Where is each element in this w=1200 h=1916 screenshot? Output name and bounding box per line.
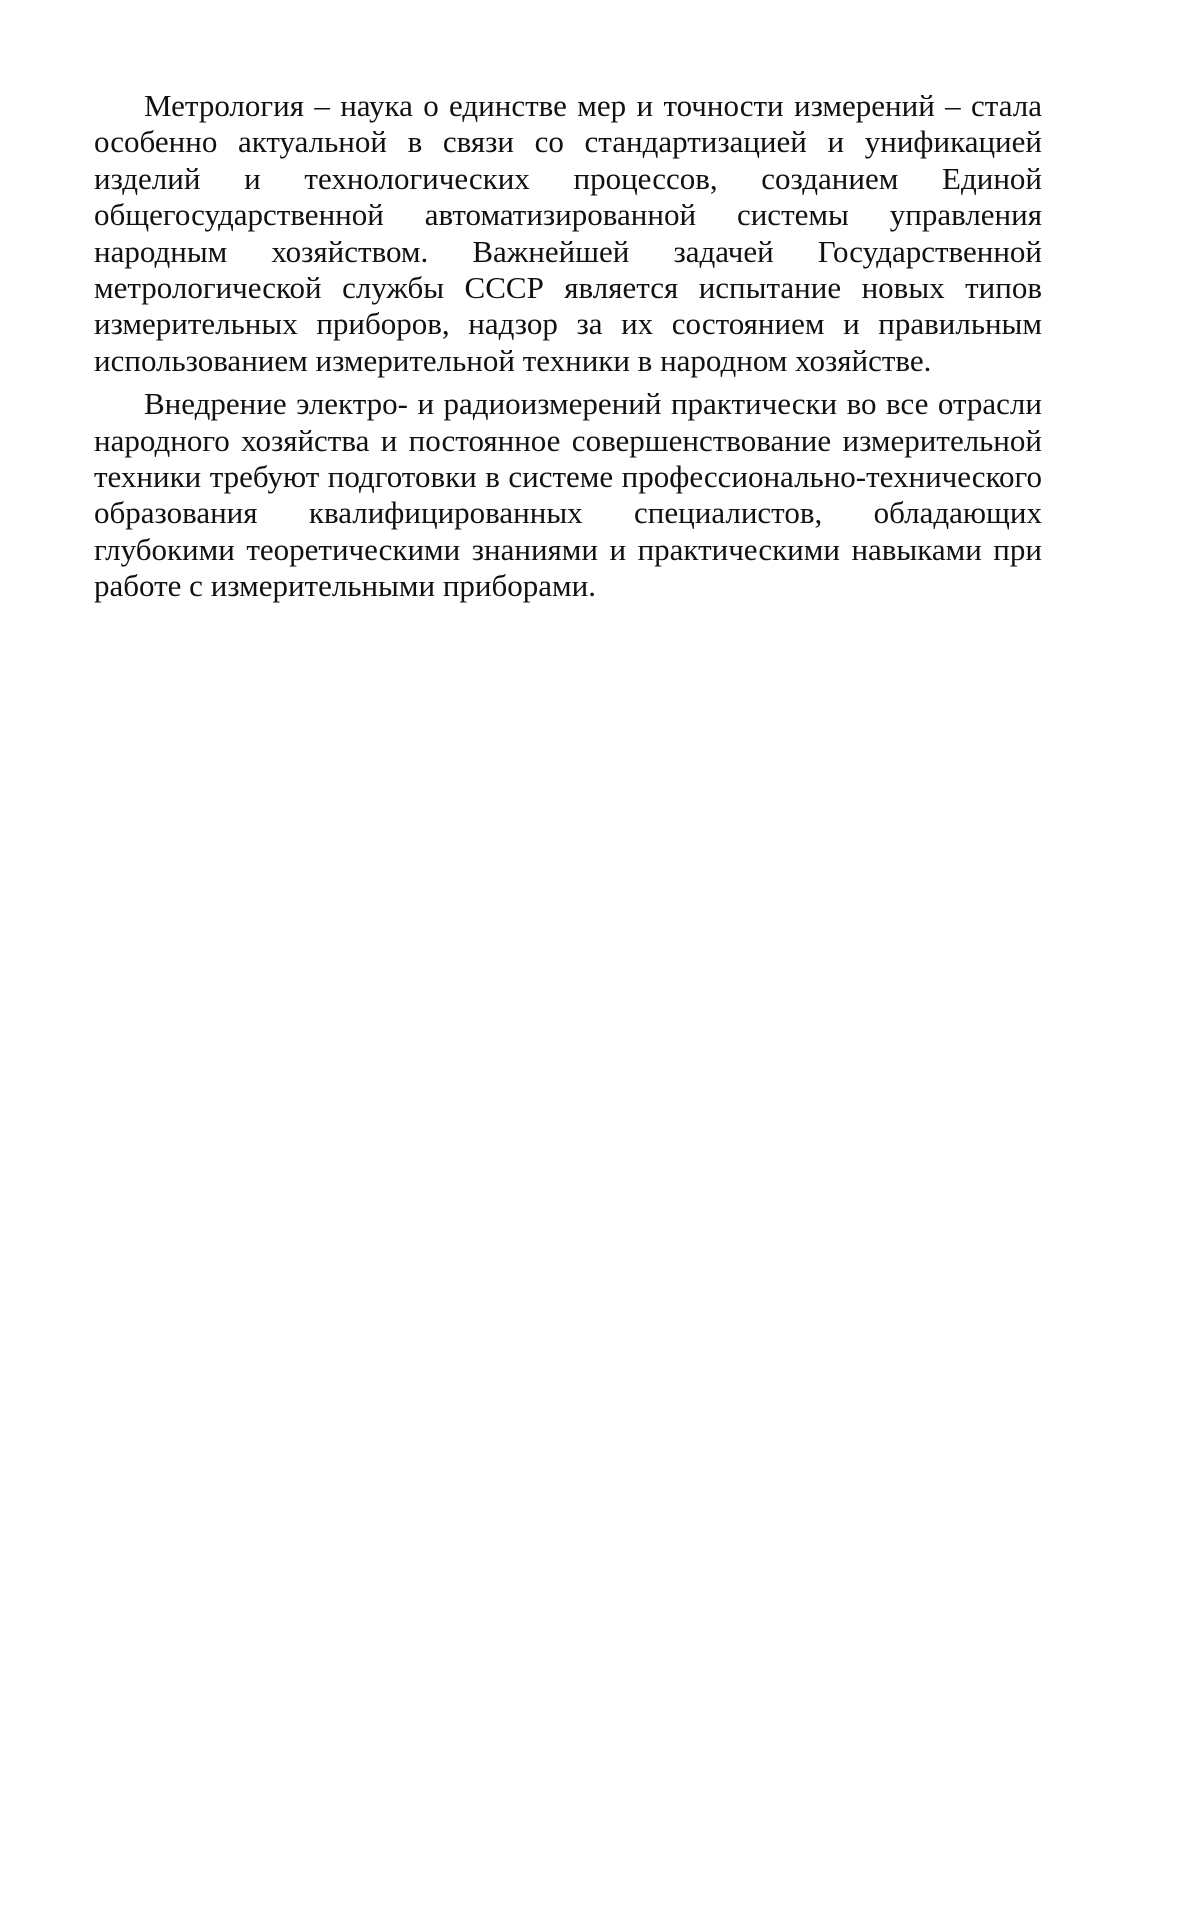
paragraph-implementation: Внедрение электро- и радиоизмерений практически во все отрасли народного хозяйства и постоянное совершенствование измерительной техники требуют подготовки в системе профессионально-технического образования квалифицированных специалистов, обладающих глубокими теоретическими знаниями и практическими навыками при работе с измерительными приборами.	[94, 386, 1042, 604]
paragraph-metrology: Метрология – наука о единстве мер и точности измерений – стала особенно актуальной в связи со стандартизацией и унификацией изделий и технологических процессов, созданием Единой общегосударственной автоматизированной системы управления народным хозяйством. Важнейшей задачей Государственной метрологической службы СССР является испытание новых типов измерительных приборов, надзор за их состоянием и правильным использованием измерительной техники в народном хозяйстве.	[94, 88, 1042, 378]
body-text	[94, 88, 1042, 605]
